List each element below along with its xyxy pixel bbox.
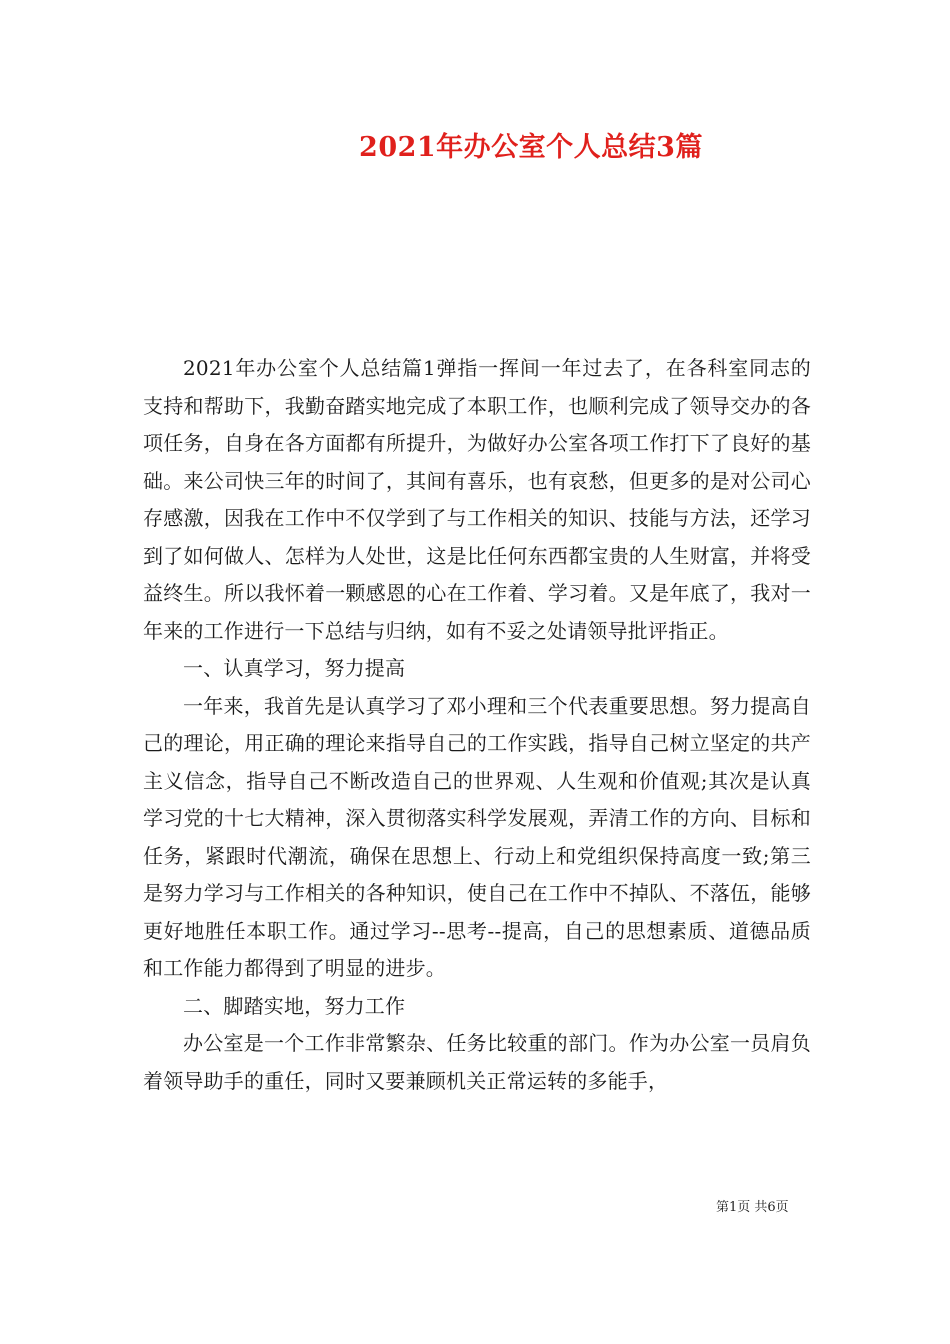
paragraph-intro: 2021年办公室个人总结篇1弹指一挥间一年过去了，在各科室同志的支持和帮助下，我勤奋踏实地完成了本职工作，也顺利完成了领导交办的各项任务，自身在各方面都有所提升，为做好办公室各项工作打下了良好的基础。来公司快三年的时间了，其间有喜乐，也有哀愁，但更多的是对公司心存感激，因我在工作中不仅学到了与工作相关的知识、技能与方法，还学习到了如何做人、怎样为人处世，这是比任何东西都宝贵的人生财富，并将受益终生。所以我怀着一颗感恩的心在工作着、学习着。又是年底了，我对一年来的工作进行一下总结与归纳，如有不妥之处请领导批评指正。	[143, 356, 811, 643]
paragraph-work: 办公室是一个工作非常繁杂、任务比较重的部门。作为办公室一员肩负着领导助手的重任，同时又要兼顾机关正常运转的多能手，	[143, 1031, 811, 1093]
section-heading-1: 一、认真学习，努力提高	[183, 656, 406, 680]
document-title: 2021年办公室个人总结3篇	[359, 132, 703, 163]
page-number: 第1页 共6页	[716, 1200, 789, 1215]
paragraph-study: 一年来，我首先是认真学习了邓小理和三个代表重要思想。努力提高自己的理论，用正确的理论来指导自己的工作实践，指导自己树立坚定的共产主义信念，指导自己不断改造自己的世界观、人生观和价值观;其次是认真学习党的十七大精神，深入贯彻落实科学发展观，弄清工作的方向、目标和任务，紧跟时代潮流，确保在思想上、行动上和党组织保持高度一致;第三是努力学习与工作相关的各种知识，使自己在工作中不掉队、不落伍，能够更好地胜任本职工作。通过学习--思考--提高，自己的思想素质、道德品质和工作能力都得到了明显的进步。	[143, 693, 811, 980]
document-body	[143, 350, 811, 1100]
section-heading-2: 二、脚踏实地，努力工作	[183, 993, 406, 1018]
